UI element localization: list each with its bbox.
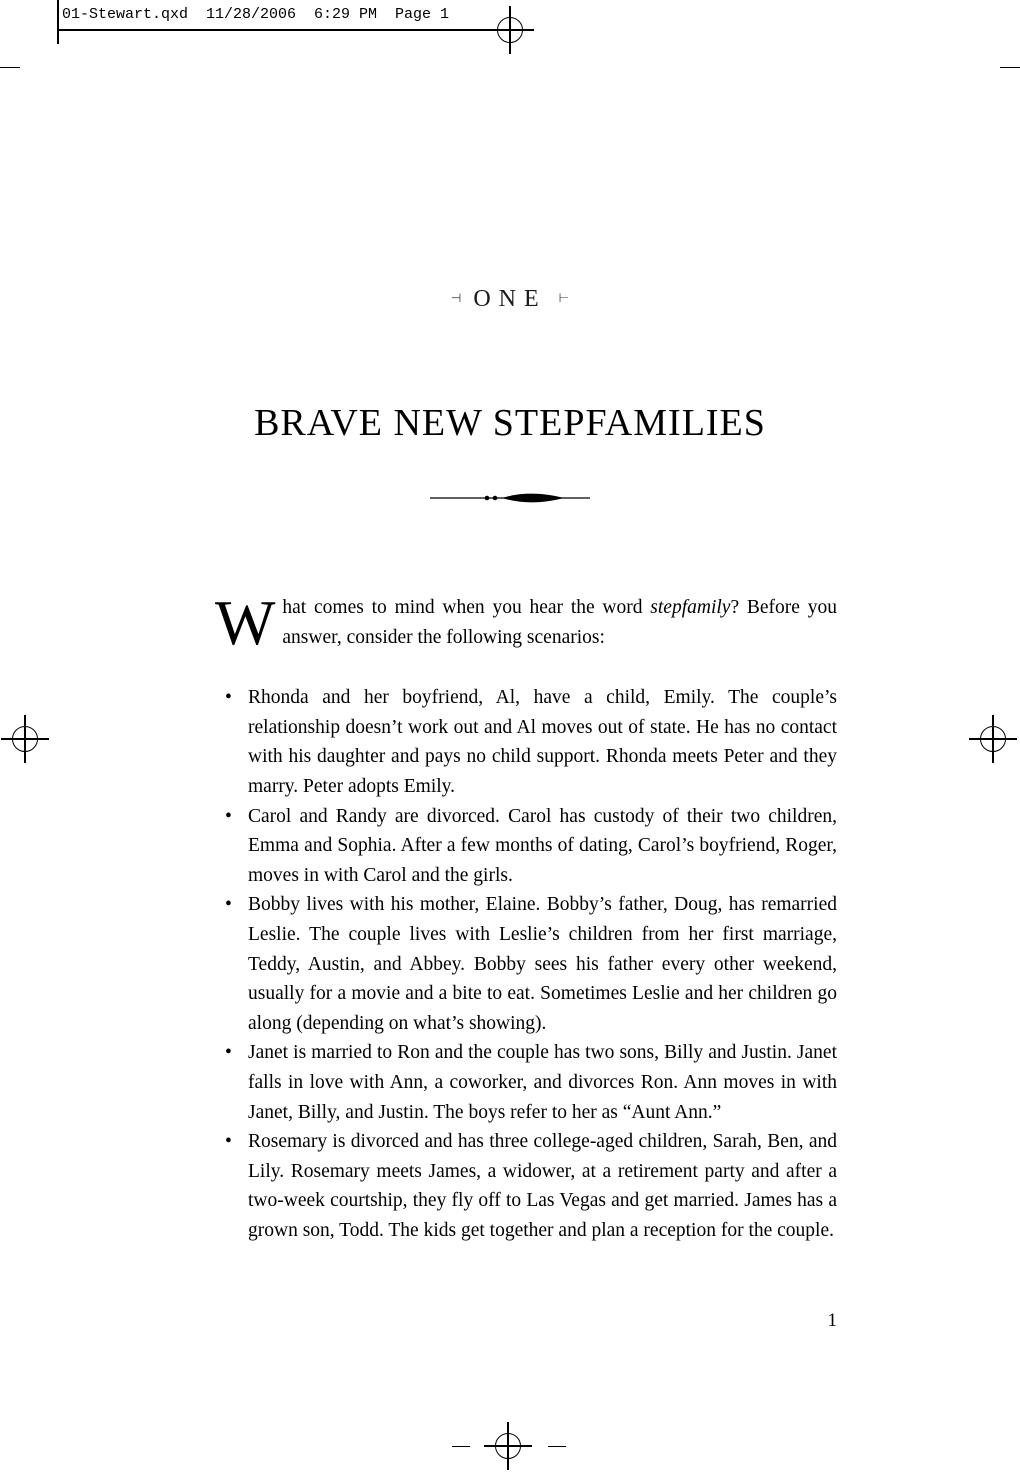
registration-mark-top <box>497 17 523 43</box>
bullet-icon: • <box>225 894 232 916</box>
bullet-icon: • <box>225 687 232 709</box>
list-item <box>215 802 837 891</box>
list-item <box>215 1038 837 1127</box>
bullet-icon: • <box>225 1131 232 1153</box>
chapter-number: ONE <box>473 286 547 312</box>
list-item-text: Rhonda and her boyfriend, Al, have a child, Emily. The couple’s relationship doesn’t work out and Al moves out of state. He has no contact with his daughter and pays no child support. Rhonda meets Peter and they marry. Peter adopts Emily. <box>248 687 837 797</box>
crop-mark <box>57 0 59 44</box>
bullet-icon: • <box>225 805 232 827</box>
chapter-ornament-right-icon: ⊢ <box>558 291 570 305</box>
crop-mark <box>57 29 491 31</box>
list-item-text: Bobby lives with his mother, Elaine. Bobby’s father, Doug, has remarried Leslie. The couple lives with Leslie’s children from her first marriage, Teddy, Austin, and Abbey. Bobby sees his father every other weekend, usually for a movie and a bite to eat. Sometimes Leslie and her children go along (depending on what’s showing). <box>248 894 837 1034</box>
registration-mark-right <box>980 726 1006 752</box>
page-number: 1 <box>827 1310 837 1331</box>
crop-mark <box>1000 67 1020 68</box>
drop-cap: W <box>215 587 276 658</box>
list-item-text: Carol and Randy are divorced. Carol has custody of their two children, Emma and Sophia. After a few months of dating, Carol’s boyfriend, Roger, moves in with Carol and the girls. <box>248 805 837 886</box>
body-column <box>215 587 837 1245</box>
chapter-title: BRAVE NEW STEPFAMILIES <box>254 402 766 444</box>
list-item <box>215 1127 837 1245</box>
scenario-list <box>215 683 837 1245</box>
crop-mark <box>548 1446 566 1447</box>
chapter-number-row <box>0 286 1020 313</box>
intro-text-before: hat comes to mind when you hear the word <box>282 597 651 618</box>
list-item-text: Rosemary is divorced and has three college-aged children, Sarah, Ben, and Lily. Rosemary meets James, a widower, at a retirement party and after a two-week courtship, they fly off to Las Vegas and get married. James has a grown son, Todd. The kids get together and plan a reception for the couple. <box>248 1131 837 1241</box>
crop-mark <box>0 67 20 68</box>
bullet-icon: • <box>225 1042 232 1064</box>
intro-paragraph <box>215 587 837 658</box>
intro-text-after: ? Before you answer, consider the following scenarios: <box>282 597 837 648</box>
list-item <box>215 683 837 801</box>
intro-italic-word: stepfamily <box>650 597 731 618</box>
section-divider <box>0 489 1020 512</box>
list-item <box>215 890 837 1038</box>
divider-ornament-icon <box>430 489 590 507</box>
list-item-text: Janet is married to Ron and the couple has two sons, Billy and Justin. Janet falls in love with Ann, a coworker, and divorces Ron. Ann moves in with Janet, Billy, and Justin. The boys refer to her as “Aunt Ann.” <box>248 1042 837 1123</box>
proof-slug: 01-Stewart.qxd 11/28/2006 6:29 PM Page 1 <box>62 6 450 23</box>
crop-mark <box>452 1446 470 1447</box>
registration-mark-left <box>12 726 38 752</box>
chapter-ornament-left-icon: ⊣ <box>450 291 462 305</box>
registration-mark-bottom <box>495 1433 521 1459</box>
